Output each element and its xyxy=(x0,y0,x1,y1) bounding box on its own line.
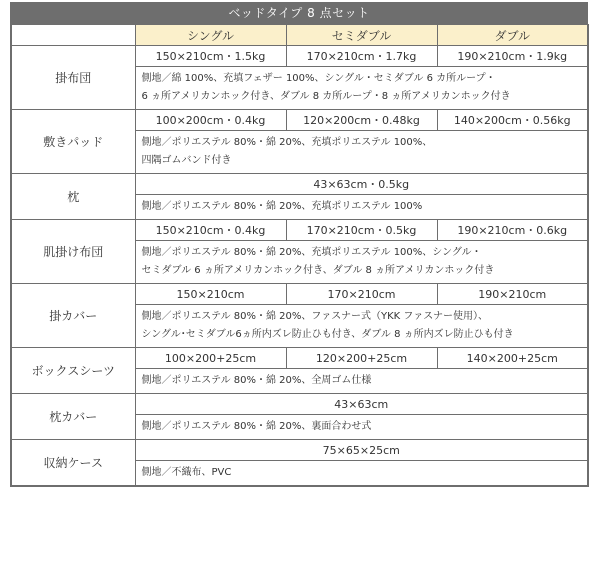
material-line: 側地／ポリエステル 80%・綿 20%、裏面合わせ式 xyxy=(141,421,372,432)
item-spec-row xyxy=(11,220,588,241)
size-spec-cell: 170×210cm xyxy=(286,284,437,305)
size-spec-cell: 140×200cm・0.56kg xyxy=(437,110,588,131)
material-description xyxy=(135,305,588,348)
size-spec-cell: 75×65×25cm xyxy=(135,440,588,461)
item-spec-row xyxy=(11,440,588,461)
item-name: 枕カバー xyxy=(11,394,135,440)
size-header-semidouble: セミダブル xyxy=(286,25,437,46)
material-line: 側地／ポリエステル 80%・綿 20%、充填ポリエステル 100% xyxy=(141,201,423,212)
size-spec-cell: 190×210cm xyxy=(437,284,588,305)
item-spec-row xyxy=(11,394,588,415)
material-description xyxy=(135,67,588,110)
size-spec-cell: 150×210cm・0.4kg xyxy=(135,220,286,241)
size-spec-cell: 170×210cm・1.7kg xyxy=(286,46,437,67)
spec-table-body xyxy=(11,46,588,487)
material-description xyxy=(135,131,588,174)
material-description xyxy=(135,195,588,220)
material-line: 側地／ポリエステル 80%・綿 20%、全周ゴム仕様 xyxy=(141,375,372,386)
size-spec-cell: 120×200+25cm xyxy=(286,348,437,369)
size-spec-cell: 170×210cm・0.5kg xyxy=(286,220,437,241)
item-name: 肌掛け布団 xyxy=(11,220,135,284)
material-line: 6 ヵ所アメリカンホック付き、ダブル 8 カ所ループ・8 ヵ所アメリカンホック付き xyxy=(141,91,511,102)
item-spec-row xyxy=(11,110,588,131)
size-spec-cell: 100×200+25cm xyxy=(135,348,286,369)
size-spec-cell: 150×210cm・1.5kg xyxy=(135,46,286,67)
size-spec-cell: 190×210cm・0.6kg xyxy=(437,220,588,241)
material-line: 側地／ポリエステル 80%・綿 20%、ファスナー式（YKK ファスナー使用）、 xyxy=(141,311,489,322)
material-description xyxy=(135,415,588,440)
table-title: ベッドタイプ 8 点セット xyxy=(10,2,588,24)
material-line: 四隅ゴムバンド付き xyxy=(141,155,232,166)
item-name: 敷きパッド xyxy=(11,110,135,174)
material-description xyxy=(135,461,588,487)
material-line: 側地／ポリエステル 80%・綿 20%、充填ポリエステル 100%、シングル・ xyxy=(141,247,482,258)
item-spec-row xyxy=(11,46,588,67)
item-name: 掛カバー xyxy=(11,284,135,348)
material-line: シングル･セミダブル6ヵ所内ズレ防止ひも付き、ダブル 8 ヵ所内ズレ防止ひも付き xyxy=(141,329,514,340)
item-name: 収納ケース xyxy=(11,440,135,487)
size-header-row xyxy=(11,25,588,46)
size-spec-cell: 43×63cm xyxy=(135,394,588,415)
item-spec-row xyxy=(11,174,588,195)
spec-table xyxy=(10,24,589,487)
material-description xyxy=(135,241,588,284)
item-name: 枕 xyxy=(11,174,135,220)
size-spec-cell: 190×210cm・1.9kg xyxy=(437,46,588,67)
size-header-double: ダブル xyxy=(437,25,588,46)
item-spec-row xyxy=(11,284,588,305)
size-spec-cell: 100×200cm・0.4kg xyxy=(135,110,286,131)
size-spec-cell: 120×200cm・0.48kg xyxy=(286,110,437,131)
item-name: ボックスシーツ xyxy=(11,348,135,394)
spec-sheet xyxy=(10,2,588,487)
size-header-single: シングル xyxy=(135,25,286,46)
item-spec-row xyxy=(11,348,588,369)
material-description xyxy=(135,369,588,394)
size-spec-cell: 140×200+25cm xyxy=(437,348,588,369)
material-line: セミダブル 6 ヵ所アメリカンホック付き、ダブル 8 ヵ所アメリカンホック付き xyxy=(141,265,495,276)
material-line: 側地／綿 100%、充填フェザー 100%、シングル・セミダブル 6 カ所ループ・ xyxy=(141,73,496,84)
item-name: 掛布団 xyxy=(11,46,135,110)
material-line: 側地／ポリエステル 80%・綿 20%、充填ポリエステル 100%、 xyxy=(141,137,433,148)
size-spec-cell: 150×210cm xyxy=(135,284,286,305)
header-corner xyxy=(11,25,135,46)
material-line: 側地／不織布、PVC xyxy=(141,467,232,478)
size-spec-cell: 43×63cm・0.5kg xyxy=(135,174,588,195)
